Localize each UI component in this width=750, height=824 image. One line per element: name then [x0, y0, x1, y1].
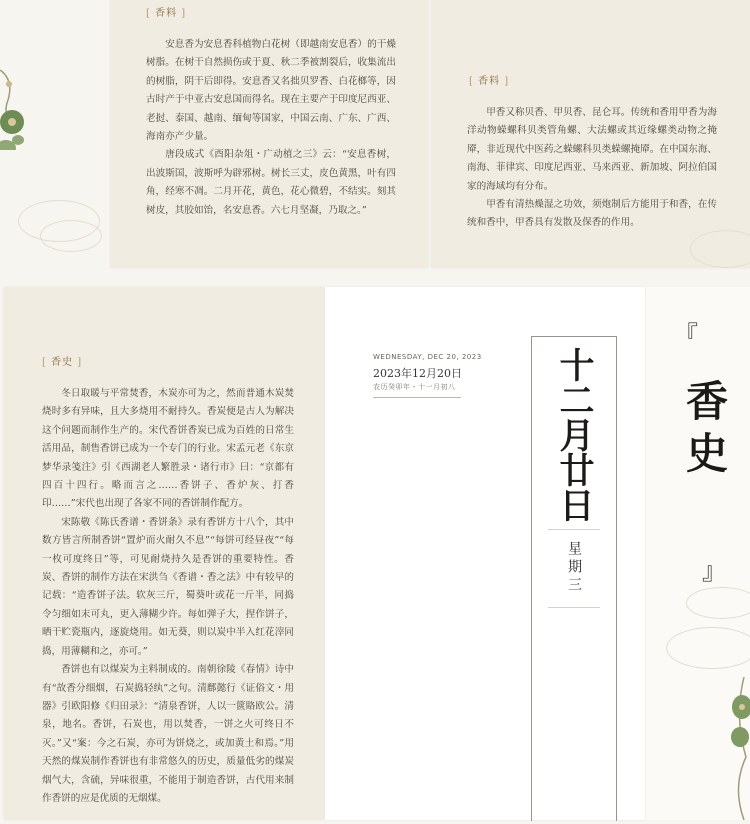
paragraph: 甲香有清热燥湿之功效，须炮制后方能用于和香，在传统和香中，甲香具有发散及保香的作用。	[467, 199, 717, 229]
paragraph: 甲香又称贝香、甲贝香、昆仑耳。传统和香用甲香为海洋动物蝾螺科贝类管角螺、大法螺或其近缘螺类动物之掩厣，非近现代中医药之蝾螺科贝类蝾螺掩厣。在中国东海、南海、菲律宾、印度尼西亚、马来西亚、新加坡、阿拉伯国家的海域均有分布。	[467, 107, 717, 192]
calendar-page	[325, 287, 645, 820]
date-box	[531, 336, 617, 821]
paragraph: 香饼也有以煤炭为主料制成的。南朝徐陵《春情》诗中有“故香分细烟，石炭捣轻纨”之句。清鄜懿行《证俗文・用器》引欧阳修《归田录》：“清泉香饼，人以一篋賂欧公。清泉，地名。香饼，石炭也，用以焚香，一饼之火可终日不灭。”又“案：今之石炭，亦可为饼烧之，或加黄土和焉。”用天然的煤炭制作香饼也有非常悠久的历史，质量低劣的煤炭烟气大，含硫，异味很重，不能用于制造香饼，古代用来制作香饼的应是优质的无烟煤。	[42, 664, 294, 804]
date-full: 2023年12月20日	[373, 367, 462, 380]
section-tag: [ 香料 ]	[469, 76, 510, 87]
divider	[548, 529, 600, 530]
title-bracket-open: 『	[674, 321, 698, 349]
date-english: WEDNESDAY, DEC 20, 2023	[373, 353, 482, 361]
cloud-decoration	[686, 587, 750, 619]
flower-decoration-left-2	[0, 100, 28, 140]
title-bracket-close: 』	[702, 557, 726, 585]
page-bottom-left	[4, 287, 324, 820]
flower-decoration-right	[724, 677, 750, 820]
section-title: 香史	[680, 379, 729, 483]
page-top-left	[110, 0, 428, 268]
weekday: 星期三	[566, 541, 582, 595]
cloud-decoration	[666, 627, 750, 669]
article-body	[146, 36, 396, 220]
page-top-right	[431, 0, 750, 268]
title-page	[646, 287, 750, 820]
section-tag: [ 香料 ]	[146, 8, 187, 19]
divider	[373, 397, 461, 398]
paragraph: 安息香为安息香科植物白花树（即越南安息香）的干燥树脂。在树干自然损伤或于夏、秋二季被割裂后，收集流出的树脂，阴干后即得。安息香又名拙贝罗香、白花榔等，因古时产于中亚古安息国而得名。现在主要产于印度尼西亚、老挝、泰国、越南、缅甸等国家，中国云南、广东、广西、海南亦产少量。	[146, 39, 396, 143]
section-tag: [ 香史 ]	[42, 357, 83, 368]
paragraph: 宋陈敬《陈氏香谱・香饼条》录有香饼方十八个，其中数方皆言所制香饼“置炉而火耐久不息”“每饼可经昼夜”“每一枚可度终日”等，可见耐烧持久是香饼的重要特性。香炭、香饼的制作方法在宋洪刍《香谱・香之法》中有较早的记载：“造香饼子法。软灰三斤，蜀葵叶或花一斤半，同捣令匀细如末可丸，更入薄糊少许。每如弹子大，捏作饼子，晒干贮瓷瓶内，逐旋烧用。如无葵，则以炭中半入红花滓同捣，用薄糊和之，亦可。”	[42, 516, 294, 657]
paragraph: 唐段成式《酉阳杂俎・广动植之三》云：“安息香树，出波斯国，波斯呼为辟邪树。树长三丈，皮色黄黑，叶有四角，经寒不凋。二月开花，黄色，花心微碧，不结实。刻其树皮，其胶如饴，名安息香。六七月坚凝，乃取之。”	[146, 149, 396, 216]
article-body	[42, 385, 294, 808]
lunar-date: 农历癸卯年・十一月初八	[373, 383, 456, 391]
paragraph: 冬日取暖与平常焚香，木炭亦可为之，然而普通木炭焚烧时多有异味，且大多烧用不耐持久。香炭便是古人为解决这个问题而制作生产的。宋代香饼香炭已成为百姓的日常生活用品，制售香饼已成为一个专门的行业。宋孟元老《东京梦华录笺注》引《西湖老人繁胜录・诸行市》曰：“京都有四百十四行。略而言之……香饼子、香炉灰、打香印……”宋代也出现了各家不同的香饼制作配方。	[42, 388, 294, 510]
article-body	[467, 104, 717, 233]
big-date: 十二月廿日	[554, 347, 595, 522]
cloud-decoration	[40, 220, 102, 252]
divider	[548, 607, 600, 608]
